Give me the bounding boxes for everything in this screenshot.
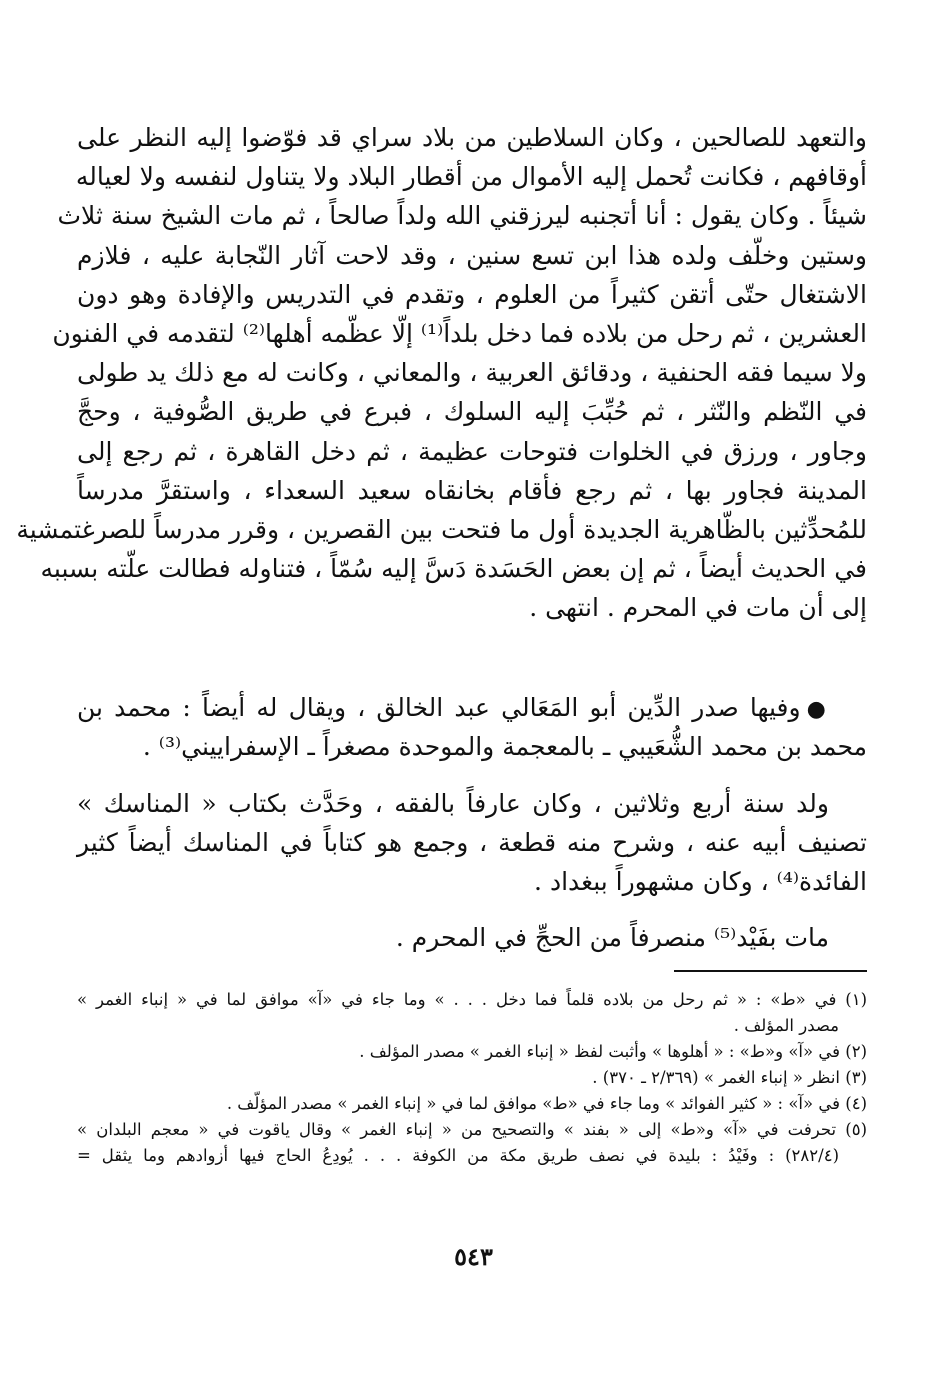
text-line: شيئاً . وكان يقول : أنا أتجنبه ليرزقني الله ولداً صالحاً ، ثم مات الشيخ سنة ثلاث xyxy=(57,201,867,231)
text-line: إلى أن مات في المحرم . انتهى . xyxy=(529,593,867,623)
bullet-icon: ● xyxy=(806,697,829,722)
text-line: الاشتغال حتّى أتقن كثيراً من العلوم ، وتقدم في التدريس والإفادة وهو دون xyxy=(77,279,867,309)
footnote-line: (٢٨٢/٤) : وفَيْدُ : بليدة في نصف طريق مكة من الكوفة . . . يُودِعُ الحاج فيها أزوادهم وما يثقل = xyxy=(77,1146,839,1165)
text-line: محمد بن محمد الشُّعَيبي ـ بالمعجمة والموحدة مصغراً ـ الإسفراييني⁽³⁾ . xyxy=(142,732,867,762)
footnote-line: (٢) في «آ» و«ط» : « أهلوها » وأثبت لفظ « إنباء الغمر » مصدر المؤلف . xyxy=(359,1042,867,1061)
footnote-line: (٣) انظر « إنباء الغمر » (٢/٣٦٩ ـ ٣٧٠) . xyxy=(592,1068,867,1087)
text-line: العشرين ، ثم رحل من بلاده فما دخل بلداً⁽¹⁾ إلّا عظّمه أهلها⁽²⁾ لتقدمه في الفنون xyxy=(52,318,867,348)
footnote-line: مصدر المؤلف . xyxy=(733,1016,839,1035)
page-number: ٥٤٣ xyxy=(454,1242,493,1271)
text-line: ولا سيما فقه الحنفية ، ودقائق العربية ، والمعاني ، وكانت له مع ذلك يد طولى xyxy=(77,358,867,388)
paragraph-birth xyxy=(77,784,867,902)
text-line: وجاور ، ورزق في الخلوات فتوحات عظيمة ، ثم دخل القاهرة ، ثم رجع إلى xyxy=(77,436,867,466)
text-line: ولد سنة أربع وثلاثين ، وكان عارفاً بالفقه ، وحَدَّث بكتاب « المناسك » xyxy=(77,789,829,818)
text-line: والتعهد للصالحين ، وكان السلاطين من بلاد سراي قد فوّضوا إليه النظر على xyxy=(77,123,867,152)
paragraph-entry xyxy=(77,688,867,766)
text-line xyxy=(77,688,867,727)
text-line: في الحديث أيضاً ، ثم إن بعض الحَسَدة دَسَّ إليه سُمّاً ، فتناوله فطالت علّته بسببه xyxy=(40,554,867,584)
text-line: للمُحدِّثين بالظّاهرية الجديدة أول ما فتحت بين القصرين ، وقرر مدرساً للصرغتمشية xyxy=(16,514,867,544)
paragraph-death xyxy=(77,918,867,957)
text-line: تصنيف أبيه عنه ، وشرح منه قطعة ، وجمع هو كتاباً في المناسك أيضاً كثير xyxy=(77,828,867,858)
text-line-content: وفيها صدر الدِّين أبو المَعَالي عبد الخالق ، ويقال له أيضاً : محمد بن xyxy=(77,693,801,722)
footnotes xyxy=(77,987,867,1169)
text-line: المدينة فجاور بها ، ثم رجع فأقام بخانقاه سعيد السعداء ، واستقرَّ مدرساً xyxy=(77,475,867,505)
text-line: وستين وخلّف ولده هذا ابن تسع سنين ، وقد لاحت آثار النّجابة عليه ، فلازم xyxy=(77,240,867,270)
text-line: الفائدة⁽⁴⁾ ، وكان مشهوراً ببغداد . xyxy=(534,867,867,897)
text-line: مات بفَيْد⁽⁵⁾ منصرفاً من الحجِّ في المحرم . xyxy=(395,923,829,952)
footnote-line: (١) في «ط» : « ثم رحل من بلاده قلماً فما دخل . . . » وما جاء في «آ» موافق لما في « إنباء الغمر » xyxy=(77,990,867,1009)
footnote-divider xyxy=(674,970,867,972)
footnote-line: (٤) في «آ» : « كثير الفوائد » وما جاء في «ط» موافق لما في « إنباء الغمر » مصدر المؤلّف . xyxy=(226,1094,867,1113)
footnote-line: (٥) تحرفت في «آ» و«ط» إلى « بفند » والتصحيح من « إنباء الغمر » وقال ياقوت في « معجم البلدان » xyxy=(77,1120,867,1139)
paragraph-main xyxy=(16,118,867,627)
text-line: في النّظم والنّثر ، ثم حُبِّبَ إليه السلوك ، فبرع في طريق الصُّوفية ، وحجَّ xyxy=(77,397,867,427)
text-line: أوقافهم ، فكانت تُحمل إليه الأموال من أقطار البلاد ولا يتناول لنفسه ولا لعياله xyxy=(75,162,867,192)
